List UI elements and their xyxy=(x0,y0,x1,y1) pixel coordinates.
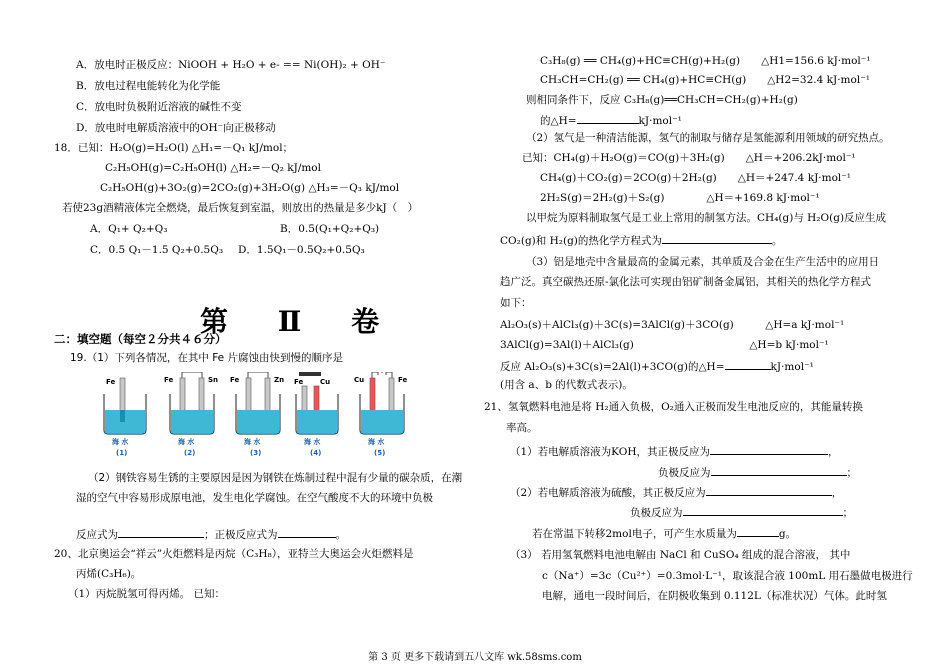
q19-line4 xyxy=(76,526,346,542)
right-column xyxy=(480,0,950,671)
answer-blank-h2so4-positive[interactable] xyxy=(706,484,832,496)
q21-line6: 电解，通电一段时间后，在阴极收集到 0.112L（标准状况）气体。此时氢 xyxy=(542,590,887,602)
p3-line3: 如下： xyxy=(500,297,532,309)
q21-2-positive-end: ， xyxy=(831,487,843,499)
q21-1-negative-end: ； xyxy=(846,467,857,479)
part-title: 第 Ⅱ 卷 xyxy=(200,305,400,338)
q21-1-negative xyxy=(658,464,857,480)
q17-option-d: D．放电时电解质溶液中的OH⁻向正极移动 xyxy=(76,122,276,134)
q20-line3: （1）丙烷脱氢可得丙烯。 已知： xyxy=(68,588,226,600)
q21-line2: 率高。 xyxy=(506,422,538,434)
section-title: 二：填空题（每空２分共４６分） xyxy=(54,332,227,346)
q21-line4: （3） 若用氢氧燃料电池电解由 NaCl 和 CuSO₄ 组成的混合溶液， 其中 xyxy=(510,549,851,561)
p3-line2: 趋广泛。真空碳热还原-氯化法可实现由铝矿制备金属铝，其相关的热化学方程式 xyxy=(500,276,872,288)
q21-2-positive-label: （2）若电解质溶液为硫酸，其正极反应为 xyxy=(510,487,706,499)
answer-blank-koh-positive[interactable] xyxy=(710,443,828,455)
svg-text:Fe: Fe xyxy=(106,378,116,386)
svg-text:Cu: Cu xyxy=(320,378,331,386)
page-footer: 第 3 页 更多下载请到五八文库 wk.58sms.com xyxy=(368,652,582,663)
p3-eq1: Al₂O₃(s)＋AlCl₃(g)＋3C(s)=3AlCl(g)＋3CO(g) △H=a kJ·mol⁻¹ xyxy=(500,319,845,331)
q17-option-c: C．放电时负极附近溶液的碱性不变 xyxy=(76,101,242,113)
svg-text:Fe: Fe xyxy=(230,376,240,384)
eq4-label: 的△H= xyxy=(540,115,577,127)
svg-text:Zn: Zn xyxy=(274,376,285,384)
q21-1-positive-label: （1）若电解质溶液为KOH，其正极反应为 xyxy=(510,446,711,458)
svg-text:Fe: Fe xyxy=(164,376,174,384)
answer-blank-h2so4-negative[interactable] xyxy=(683,504,843,516)
svg-text:Cu: Cu xyxy=(354,376,365,384)
beaker-1 xyxy=(104,378,146,456)
p2-line3-label: CO₂(g)和 H₂(g)的热化学方程式为 xyxy=(500,235,662,247)
p2-eq3: 2H₂S(g)＝2H₂(g)＋S₂(g) △H＝+169.8 kJ·mol⁻¹ xyxy=(540,192,820,204)
svg-text:Fe: Fe xyxy=(398,376,408,384)
p3-eq3-label: 反应 Al₂O₃(s)+3C(s)=2Al(l)+3CO(g)的△H= xyxy=(500,361,725,373)
eq-propane-3: 则相同条件下，反应 C₃H₈(g)══CH₃CH=CH₂(g)+H₂(g) xyxy=(526,94,798,106)
q21-2-negative-end: ； xyxy=(842,507,853,519)
svg-text:海 水: 海 水 xyxy=(368,438,385,446)
svg-text:(4): (4) xyxy=(310,449,322,456)
p3-eq3 xyxy=(500,358,814,374)
eq-propane-1: C₃H₈(g) ══ CH₄(g)+HC≡CH(g)+H₂(g) △H1=156.6 kJ·mol⁻¹ xyxy=(540,55,871,67)
beaker-figure xyxy=(96,372,456,456)
beaker-5 xyxy=(354,372,407,456)
p2-eq2: CH₄(g)＋CO₂(g)＝2CO(g)＋2H₂(g) △H＝+247.4 kJ·mol⁻¹ xyxy=(540,172,852,184)
q19-line2: （2）钢铁容易生锈的主要原因是因为钢铁在炼制过程中混有少量的碳杂质，在潮 xyxy=(88,472,463,484)
answer-blank-cathode[interactable] xyxy=(278,526,336,538)
q21-water-mass xyxy=(532,525,796,541)
q18-option-a: A．Q₁+ Q₂+Q₃ xyxy=(90,223,168,235)
q17-option-b: B．放电过程电能转化为化学能 xyxy=(76,80,221,92)
beaker-4 xyxy=(294,372,338,456)
beaker-2 xyxy=(164,372,218,456)
p3-line1: （3）铝是地壳中含量最高的金属元素，其单质及合金在生产生活中的应用日 xyxy=(526,256,880,268)
q21-1-positive-end: ， xyxy=(828,446,839,458)
q21-line5: c（Na⁺）=3c（Cu²⁺）=0.3mol·L⁻¹，取该混合液 100mL 用石墨做电极进行 xyxy=(542,570,913,582)
beaker-3 xyxy=(230,372,284,456)
svg-text:海 水: 海 水 xyxy=(112,438,129,446)
answer-blank-al-dh[interactable] xyxy=(725,358,771,370)
q19-line4-label-a: 反应式为 xyxy=(76,529,118,541)
q21-2-positive xyxy=(510,484,842,500)
q20-line2: 丙烯(C₃H₆)。 xyxy=(76,568,142,580)
q18-option-c: C．0.5 Q₁－1.5 Q₂+0.5Q₃ xyxy=(90,244,224,256)
q18-eq2: C₂H₅OH(g)=C₂H₅OH(l) △H₂=－Q₂ kJ/mol xyxy=(105,162,321,174)
q19-line3: 湿的空气中容易形成原电池，发生电化学腐蚀。在空气酸度不大的环境中负极 xyxy=(76,492,433,504)
q21-1-positive xyxy=(510,443,839,459)
p2-line2: 以甲烷为原料制取氢气是工业上常用的制氢方法。CH₄(g)与 H₂O(g)反应生成 xyxy=(526,212,887,224)
svg-text:Fe: Fe xyxy=(294,378,304,386)
q21-2-negative xyxy=(630,504,853,520)
q21-line1: 21、氢氧燃料电池是将 H₂通入负极，O₂通入正极而发生电池反应的，其能量转换 xyxy=(484,401,863,413)
eq-propane-4 xyxy=(540,112,682,128)
q21-water-mass-unit: g。 xyxy=(778,528,797,540)
answer-blank-thermo-eq[interactable] xyxy=(662,232,772,244)
svg-text:海 水: 海 水 xyxy=(178,438,195,446)
svg-text:海 水: 海 水 xyxy=(244,438,261,446)
q18-stem: 18．已知：H₂O(g)=H₂O(l) △H₁=－Q₁ kJ/mol； xyxy=(54,142,294,154)
p3-eq3-unit: kJ·mol⁻¹ xyxy=(770,361,814,373)
p3-eq4: (用含 a、b 的代数式表示)。 xyxy=(500,379,633,391)
q19-line4-label-b: ；正极反应式为 xyxy=(204,529,278,541)
p2-line1: （2）氢气是一种清洁能源，氢气的制取与储存是氢能源利用领域的研究热点。 xyxy=(526,132,890,144)
p2-line3 xyxy=(500,232,782,248)
svg-text:(5): (5) xyxy=(374,449,386,456)
answer-blank-water-mass[interactable] xyxy=(737,525,779,537)
eq-propane-2: CH₃CH=CH₂(g) ══ CH₄(g)+HC≡CH(g) △H2=32.4 kJ·mol⁻¹ xyxy=(540,74,870,86)
q21-2-negative-label: 负极反应为 xyxy=(630,507,683,519)
p3-eq2: 3AlCl(g)=3Al(l)＋AlCl₃(g) △H=b kJ·mol⁻¹ xyxy=(500,339,829,351)
q19-line4-end: 。 xyxy=(335,529,346,541)
beaker-diagram xyxy=(96,372,456,456)
q20-line1: 20、北京奥运会“祥云”火炬燃料是丙烷（C₃H₈），亚特兰大奥运会火炬燃料是 xyxy=(54,548,414,560)
svg-text:(1): (1) xyxy=(116,449,128,456)
p2-eq1: 已知：CH₄(g)＋H₂O(g)＝CO(g)＋3H₂(g) △H＝+206.2kJ·mol⁻¹ xyxy=(522,152,856,164)
q21-1-negative-label: 负极反应为 xyxy=(658,467,711,479)
q19-line1: 19.（1）下列各情况，在其中 Fe 片腐蚀由快到慢的顺序是 xyxy=(70,352,343,364)
q18-eq3: C₂H₅OH(g)+3O₂(g)=2CO₂(g)+3H₂O(g) △H₃=－Q₃ kJ/mol xyxy=(100,182,400,194)
q18-question: 若使23g酒精液体完全燃烧，最后恢复到室温，则放出的热量是多少kJ（ ） xyxy=(62,202,419,214)
svg-text:海 水: 海 水 xyxy=(304,438,321,446)
answer-blank-anode[interactable] xyxy=(118,526,204,538)
svg-text:Sn: Sn xyxy=(208,376,219,384)
svg-text:(2): (2) xyxy=(184,449,196,456)
answer-blank-dh[interactable] xyxy=(577,112,639,124)
q18-option-d: D．1.5Q₁－0.5Q₂+0.5Q₃ xyxy=(238,244,365,256)
q18-option-b: B．0.5(Q₁+Q₂+Q₃) xyxy=(280,223,380,235)
svg-text:(3): (3) xyxy=(250,449,262,456)
p2-line3-end: 。 xyxy=(771,235,783,247)
answer-blank-koh-negative[interactable] xyxy=(711,464,847,476)
q21-water-mass-label: 若在常温下转移2mol电子，可产生水质量为 xyxy=(532,528,737,540)
q17-option-a: A．放电时正极反应：NiOOH + H₂O + e- == Ni(OH)₂ + OH⁻ xyxy=(76,59,386,71)
eq4-unit: kJ·mol⁻¹ xyxy=(638,115,682,127)
